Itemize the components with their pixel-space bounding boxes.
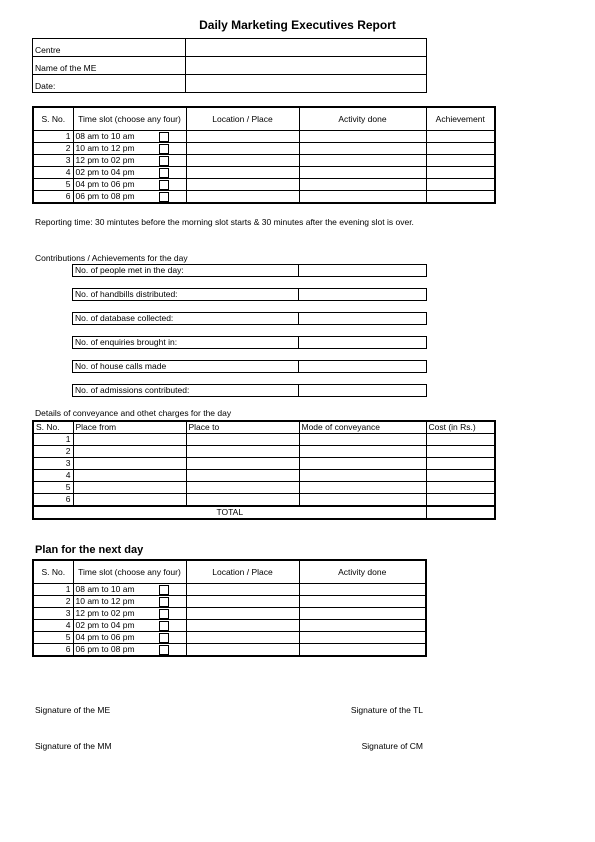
row-number: 6: [33, 494, 73, 507]
schedule-header-location: Location / Place: [186, 107, 299, 131]
schedule-table: [32, 106, 496, 204]
location-cell[interactable]: [186, 167, 299, 179]
place-to-cell[interactable]: [186, 494, 299, 507]
location-cell[interactable]: [186, 155, 299, 167]
row-number: 3: [33, 608, 73, 620]
location-cell[interactable]: [186, 584, 299, 596]
contribution-label: No. of house calls made: [73, 361, 299, 373]
slot-checkbox[interactable]: [159, 168, 169, 178]
location-cell[interactable]: [186, 632, 299, 644]
total-label: TOTAL: [33, 506, 426, 519]
conveyance-header-to: Place to: [186, 421, 299, 434]
contribution-label: No. of people met in the day:: [73, 265, 299, 277]
activity-cell[interactable]: [299, 608, 426, 620]
contribution-value-field[interactable]: [299, 361, 427, 373]
activity-cell[interactable]: [299, 191, 426, 204]
contribution-value-field[interactable]: [299, 289, 427, 301]
achievement-cell[interactable]: [426, 131, 495, 143]
location-cell[interactable]: [186, 608, 299, 620]
row-number: 1: [33, 434, 73, 446]
plan-header-slot: Time slot (choose any four): [73, 560, 186, 584]
place-from-cell[interactable]: [73, 482, 186, 494]
conveyance-table: [32, 420, 496, 520]
signature-tl-label: Signature of the TL: [350, 705, 423, 715]
location-cell[interactable]: [186, 179, 299, 191]
location-cell[interactable]: [186, 620, 299, 632]
row-number: 1: [33, 131, 73, 143]
cost-cell[interactable]: [426, 458, 495, 470]
cost-cell[interactable]: [426, 434, 495, 446]
time-slot-label: 12 pm to 02 pm: [75, 608, 135, 618]
mode-cell[interactable]: [299, 494, 426, 507]
table-row: [33, 584, 426, 596]
total-row: [33, 506, 495, 519]
contribution-item: [72, 288, 427, 301]
plan-heading: Plan for the next day: [35, 544, 144, 556]
activity-cell[interactable]: [299, 179, 426, 191]
achievement-cell[interactable]: [426, 167, 495, 179]
activity-cell[interactable]: [299, 596, 426, 608]
row-number: 2: [33, 596, 73, 608]
place-from-cell[interactable]: [73, 446, 186, 458]
time-slot-label: 10 am to 12 pm: [75, 596, 135, 606]
cost-cell[interactable]: [426, 470, 495, 482]
cost-cell[interactable]: [426, 494, 495, 507]
location-cell[interactable]: [186, 596, 299, 608]
row-number: 4: [33, 167, 73, 179]
info-table: [32, 38, 427, 93]
contribution-label: No. of database collected:: [73, 313, 299, 325]
row-number: 5: [33, 482, 73, 494]
table-row: [33, 608, 426, 620]
time-slot-label: 10 am to 12 pm: [75, 143, 135, 153]
place-from-cell[interactable]: [73, 434, 186, 446]
mode-cell[interactable]: [299, 482, 426, 494]
table-row: [33, 179, 495, 191]
slot-checkbox[interactable]: [159, 192, 169, 202]
activity-cell[interactable]: [299, 620, 426, 632]
signature-mm-label: Signature of the MM: [35, 741, 112, 751]
contribution-label: No. of admissions contributed:: [73, 385, 299, 397]
row-number: 5: [33, 632, 73, 644]
me-name-label: Name of the ME: [33, 57, 186, 75]
contribution-item: [72, 336, 427, 349]
achievement-cell[interactable]: [426, 143, 495, 155]
schedule-header-sno: S. No.: [33, 107, 73, 131]
mode-cell[interactable]: [299, 446, 426, 458]
slot-checkbox[interactable]: [159, 609, 169, 619]
location-cell[interactable]: [186, 191, 299, 204]
contribution-item: [72, 360, 427, 373]
activity-cell[interactable]: [299, 632, 426, 644]
activity-cell[interactable]: [299, 644, 426, 657]
table-row: [33, 191, 495, 204]
date-label: Date:: [33, 75, 186, 93]
achievement-cell[interactable]: [426, 155, 495, 167]
centre-label: Centre: [33, 39, 186, 57]
slot-checkbox[interactable]: [159, 585, 169, 595]
row-number: 4: [33, 620, 73, 632]
table-row: [33, 620, 426, 632]
reporting-time-note: Reporting time: 30 mintutes before the morning slot starts & 30 minutes after the evening slot is over.: [35, 217, 414, 227]
place-from-cell[interactable]: [73, 494, 186, 507]
conveyance-header-cost: Cost (in Rs.): [426, 421, 495, 434]
plan-table: [32, 559, 427, 657]
total-cost-cell[interactable]: [426, 506, 495, 519]
slot-checkbox[interactable]: [159, 645, 169, 655]
cost-cell[interactable]: [426, 446, 495, 458]
time-slot-label: 02 pm to 04 pm: [75, 620, 135, 630]
location-cell[interactable]: [186, 143, 299, 155]
place-to-cell[interactable]: [186, 470, 299, 482]
time-slot-label: 06 pm to 08 pm: [75, 644, 135, 654]
plan-header-activity: Activity done: [299, 560, 426, 584]
achievement-cell[interactable]: [426, 191, 495, 204]
row-number: 5: [33, 179, 73, 191]
conveyance-header-from: Place from: [73, 421, 186, 434]
slot-checkbox[interactable]: [159, 156, 169, 166]
slot-checkbox[interactable]: [159, 144, 169, 154]
contribution-value-field[interactable]: [299, 313, 427, 325]
row-number: 6: [33, 644, 73, 657]
schedule-header-achievement: Achievement: [426, 107, 495, 131]
date-field[interactable]: [186, 75, 427, 93]
contribution-value-field[interactable]: [299, 385, 427, 397]
place-from-cell[interactable]: [73, 470, 186, 482]
row-number: 2: [33, 446, 73, 458]
time-slot-label: 12 pm to 02 pm: [75, 155, 135, 165]
table-row: [33, 458, 495, 470]
contribution-item: [72, 312, 427, 325]
table-row: [33, 131, 495, 143]
location-cell[interactable]: [186, 644, 299, 657]
contributions-heading: Contributions / Achievements for the day: [35, 253, 188, 263]
time-slot-label: 08 am to 10 am: [75, 584, 135, 594]
conveyance-header-mode: Mode of conveyance: [299, 421, 426, 434]
activity-cell[interactable]: [299, 131, 426, 143]
row-number: 6: [33, 191, 73, 204]
me-name-field[interactable]: [186, 57, 427, 75]
slot-checkbox[interactable]: [159, 621, 169, 631]
slot-checkbox[interactable]: [159, 180, 169, 190]
table-row: [33, 446, 495, 458]
contribution-label: No. of enquiries brought in:: [73, 337, 299, 349]
time-slot-label: 06 pm to 08 pm: [75, 191, 135, 201]
plan-header-location: Location / Place: [186, 560, 299, 584]
schedule-header-activity: Activity done: [299, 107, 426, 131]
contribution-value-field[interactable]: [299, 337, 427, 349]
mode-cell[interactable]: [299, 470, 426, 482]
contribution-item: [72, 384, 427, 397]
table-row: [33, 596, 426, 608]
time-slot-label: 04 pm to 06 pm: [75, 632, 135, 642]
activity-cell[interactable]: [299, 155, 426, 167]
signature-cm-label: Signature of CM: [361, 741, 423, 751]
table-row: [33, 644, 426, 657]
table-row: [33, 167, 495, 179]
mode-cell[interactable]: [299, 458, 426, 470]
contribution-value-field[interactable]: [299, 265, 427, 277]
activity-cell[interactable]: [299, 143, 426, 155]
row-number: 3: [33, 458, 73, 470]
slot-checkbox[interactable]: [159, 132, 169, 142]
table-row: [33, 482, 495, 494]
page-title: Daily Marketing Executives Report: [199, 18, 396, 32]
table-row: [33, 155, 495, 167]
activity-cell[interactable]: [299, 584, 426, 596]
row-number: 3: [33, 155, 73, 167]
cost-cell[interactable]: [426, 482, 495, 494]
row-number: 1: [33, 584, 73, 596]
plan-header-sno: S. No.: [33, 560, 73, 584]
time-slot-label: 02 pm to 04 pm: [75, 167, 135, 177]
schedule-header-slot: Time slot (choose any four): [73, 107, 186, 131]
signature-me-label: Signature of the ME: [35, 705, 111, 715]
contribution-item: [72, 264, 427, 277]
table-row: [33, 143, 495, 155]
location-cell[interactable]: [186, 131, 299, 143]
row-number: 4: [33, 470, 73, 482]
conveyance-header-sno: S. No.: [33, 421, 73, 434]
time-slot-label: 08 am to 10 am: [75, 131, 135, 141]
place-to-cell[interactable]: [186, 458, 299, 470]
row-number: 2: [33, 143, 73, 155]
place-to-cell[interactable]: [186, 446, 299, 458]
table-row: [33, 434, 495, 446]
mode-cell[interactable]: [299, 434, 426, 446]
conveyance-heading: Details of conveyance and othet charges for the day: [35, 408, 232, 418]
table-row: [33, 494, 495, 507]
place-to-cell[interactable]: [186, 482, 299, 494]
contribution-label: No. of handbills distributed:: [73, 289, 299, 301]
place-from-cell[interactable]: [73, 458, 186, 470]
place-to-cell[interactable]: [186, 434, 299, 446]
table-row: [33, 470, 495, 482]
activity-cell[interactable]: [299, 167, 426, 179]
centre-field[interactable]: [186, 39, 427, 57]
slot-checkbox[interactable]: [159, 633, 169, 643]
slot-checkbox[interactable]: [159, 597, 169, 607]
time-slot-label: 04 pm to 06 pm: [75, 179, 135, 189]
table-row: [33, 632, 426, 644]
achievement-cell[interactable]: [426, 179, 495, 191]
